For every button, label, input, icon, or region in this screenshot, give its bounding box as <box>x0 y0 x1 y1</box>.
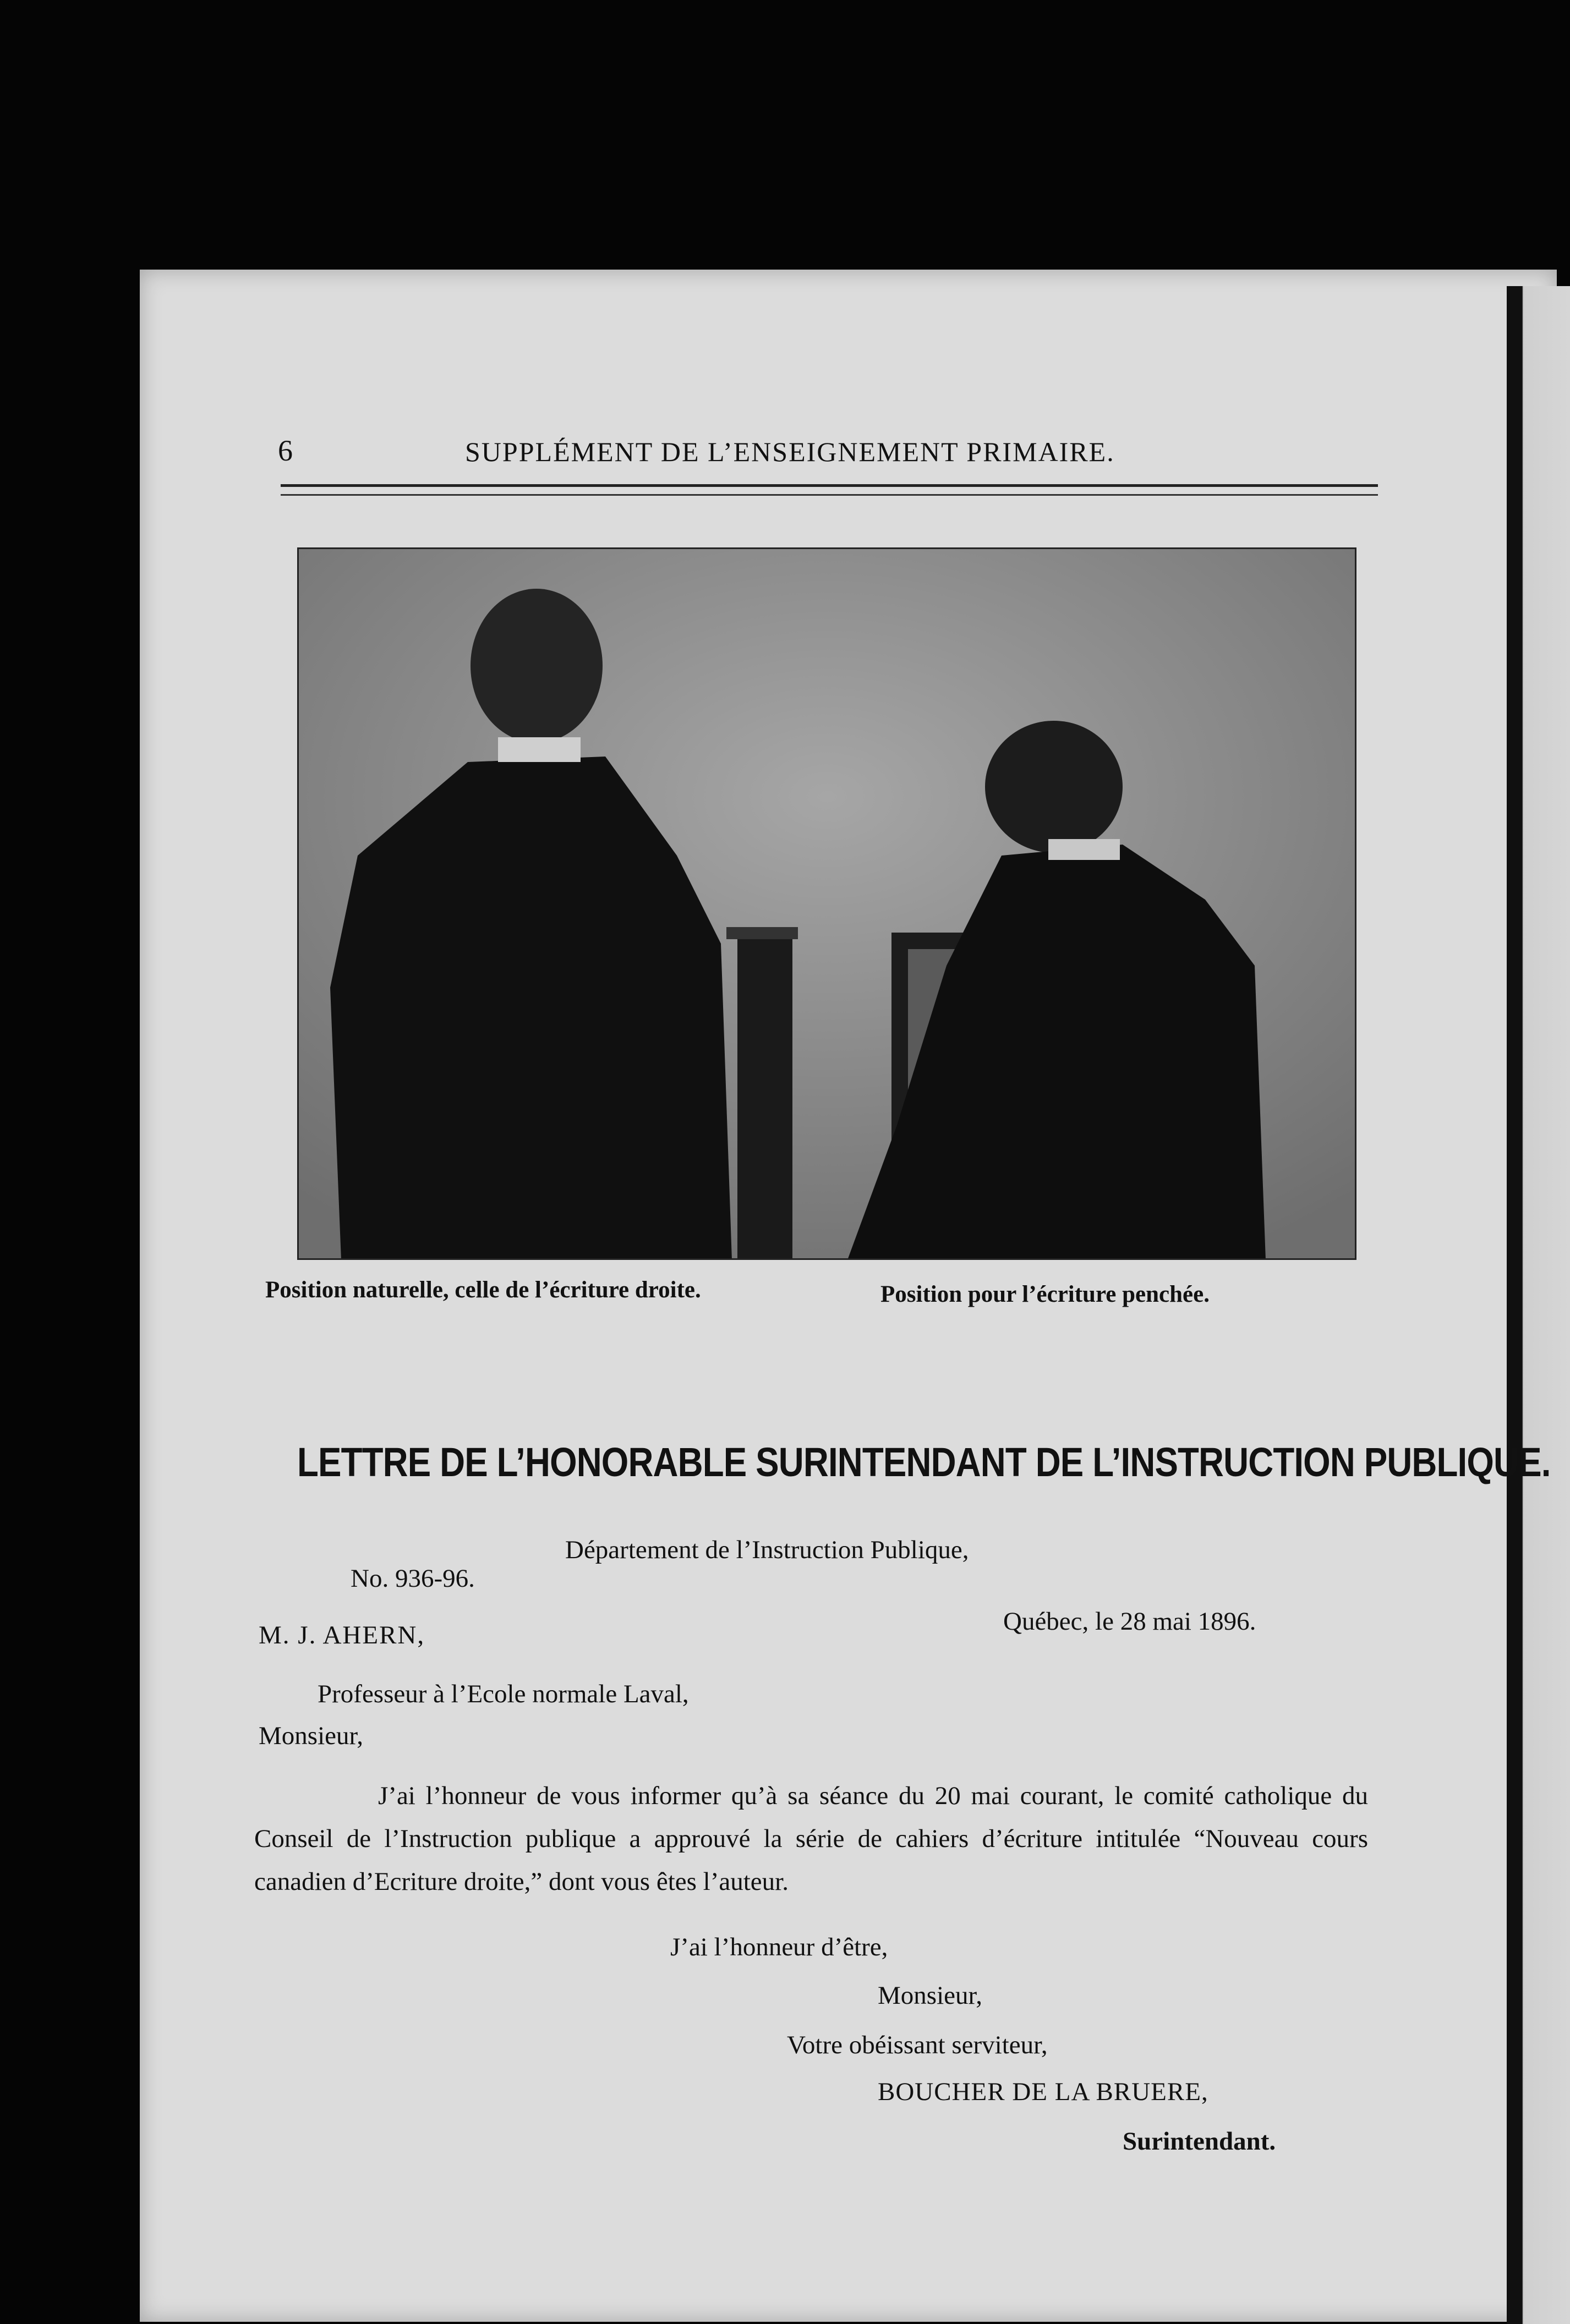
closing-line-2: Monsieur, <box>878 1981 983 2010</box>
reference-number: No. 936-96. <box>351 1564 475 1593</box>
photo-two-students-writing <box>297 547 1356 1260</box>
addressee: M. J. AHERN, <box>259 1621 425 1649</box>
right-student-head <box>985 721 1123 853</box>
header-rule-thin <box>281 494 1378 496</box>
header-rule <box>281 484 1378 487</box>
page-number: 6 <box>278 434 293 467</box>
left-desk <box>737 927 792 1260</box>
adjacent-page-edge <box>1507 286 1570 2324</box>
closing-line-1: J’ai l’honneur d’être, <box>670 1933 888 1961</box>
left-student-head <box>471 589 603 743</box>
closing-line-3: Votre obéissant serviteur, <box>787 2031 1048 2059</box>
letter-title: LETTRE DE L’HONORABLE SURINTENDANT DE L’INSTRUCTION PUBLIQUE. <box>297 1439 1551 1485</box>
running-title: SUPPLÉMENT DE L’ENSEIGNEMENT PRIMAIRE. <box>465 436 1115 467</box>
letter-body: J’ai l’honneur de vous informer qu’à sa séance du 20 mai courant, le comité catholique du Conseil de l’Instruction publique a approuvé la série de cahiers d’écriture intitulée “Nouveau cours canadien d’Ecriture droite,” dont vous êtes l’auteur. <box>254 1782 1368 1896</box>
signature-name: BOUCHER DE LA BRUERE, <box>878 2078 1208 2106</box>
department-line: Département de l’Instruction Publique, <box>565 1536 969 1564</box>
addressee-title: Professeur à l’Ecole normale Laval, <box>318 1680 689 1708</box>
place-date: Québec, le 28 mai 1896. <box>1003 1607 1256 1636</box>
caption-upright-writing: Position naturelle, celle de l’écriture droite. <box>265 1277 701 1303</box>
salutation: Monsieur, <box>259 1722 364 1750</box>
signature-title: Surintendant. <box>1123 2127 1276 2156</box>
photograph <box>297 547 1356 1260</box>
caption-slanted-writing: Position pour l’écriture penchée. <box>880 1281 1210 1307</box>
